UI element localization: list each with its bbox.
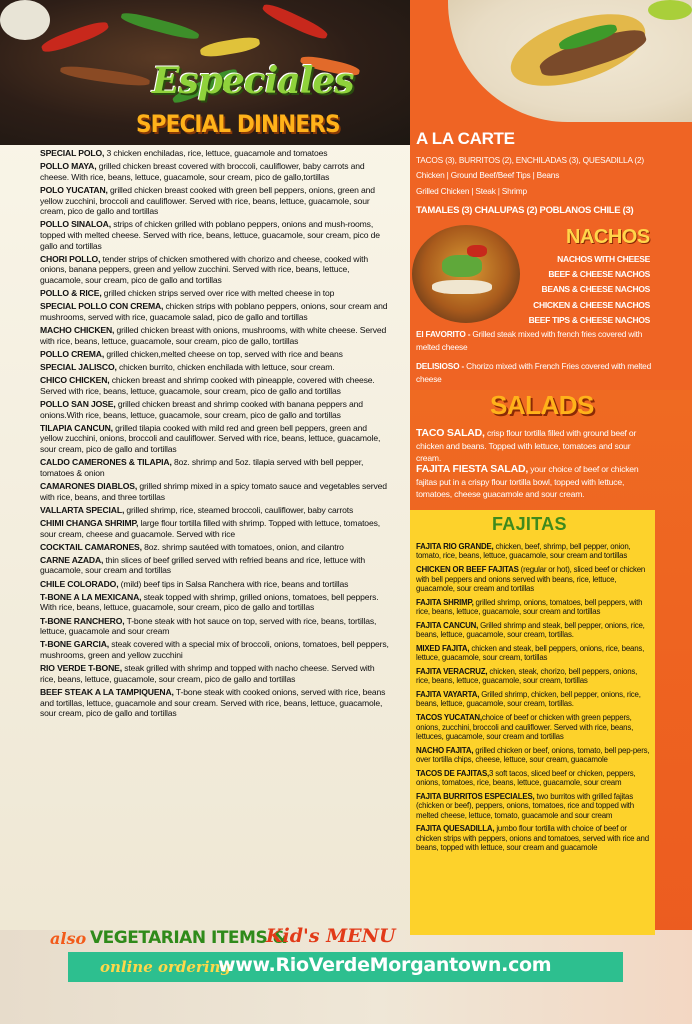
item-name: MACHO CHICKEN, [40, 325, 115, 336]
item-description: chicken burrito, chicken enchilada with lettuce, sour cream. [116, 362, 335, 373]
el-favorito-item [416, 328, 656, 353]
item-name: COCKTAIL CAMARONES, [40, 541, 142, 552]
menu-item [416, 667, 650, 686]
menu-item [40, 301, 392, 322]
item-name: TACOS YUCATAN, [416, 713, 482, 723]
salads-heading: SALADS [490, 390, 594, 420]
item-name: TACO SALAD, [416, 427, 485, 439]
item-description: grilled shrimp, rice, steamed broccoli, cauliflower, baby carrots [124, 504, 354, 515]
item-name: POLLO CREMA, [40, 348, 105, 359]
item-name: CAMARONES DIABLOS, [40, 480, 138, 491]
item-name: POLLO SAN JOSE, [40, 399, 116, 409]
item-description: crisp flour tortilla filled with ground beef or chicken and beans. Topped with lettuce, tomatoes and sour cream. [416, 428, 637, 464]
menu-item [40, 148, 392, 159]
menu-item [416, 792, 650, 820]
item-name: TACOS DE FAJITAS, [416, 768, 490, 778]
item-description: steak covered with a special mix of broccoli, onions, tomatoes, bell peppers, mushrooms, green and yellow zucchini [40, 639, 389, 660]
menu-item [416, 769, 650, 788]
special-dinners-title: SPECIAL DINNERS [136, 110, 340, 138]
item-description: chicken, steak, chorizo, bell peppers, onions, rice, beans, lettuce, guacamole, sour cream, tortillas [416, 666, 638, 686]
item-description: grilled shrimp, onions, tomatoes, bell peppers, with rice, beans, lettuce, guacamole, sour cream and tortillas [416, 597, 643, 617]
menu-item [40, 542, 392, 553]
fajitas-heading: FAJITAS [492, 514, 567, 534]
item-name: T-BONE A LA MEXICANA, [40, 591, 142, 602]
menu-item [40, 362, 392, 373]
item-name: El FAVORITO - [416, 329, 471, 339]
item-description: 3 chicken enchiladas, rice, lettuce, guacamole and tomatoes [104, 148, 328, 158]
item-description: grilled chicken or beef, onions, tomato, bell pep-pers, over tortilla chips, cheese, lettuce, sour cream, guacamole [416, 745, 650, 765]
nachos-item: BEEF TIPS & CHEESE NACHOS [528, 314, 650, 325]
item-name: CHORI POLLO, [40, 253, 101, 264]
menu-item [40, 325, 392, 346]
menu-item [40, 616, 392, 637]
a-la-carte-line: TAMALES (3) CHALUPAS (2) POBLANOS CHILE (3) [416, 205, 634, 216]
item-description: choice of beef or chicken with green peppers, onions, zucchini, broccoli and cauliflower. Served with rice, beans, lettuces, guacamole, sour cream and tortillas [416, 713, 634, 742]
a-la-carte-line: TACOS (3), BURRITOS (2), ENCHILADAS (3), QUESADILLA (2) [416, 155, 644, 165]
nachos-item: NACHOS WITH CHEESE [557, 254, 650, 264]
item-name: POLLO & RICE, [40, 288, 102, 299]
taco-salad-item [416, 427, 654, 465]
menu-item [416, 713, 650, 741]
item-description: chicken and steak, bell peppers, onions, rice, beans, lettuce, guacamole, sour cream, tortillas [416, 643, 645, 663]
item-name: POLLO SINALOA, [40, 219, 111, 230]
item-name: CHILE COLORADO, [40, 578, 119, 589]
item-description: 3 soft tacos, sliced beef or chicken, peppers, onions, tomatoes, rice, beans, lettuce, guacamole, sour cream [416, 768, 636, 788]
menu-item [40, 481, 392, 502]
item-description: Grilled shrimp, chicken, bell pepper, onions, rice, beans, lettuce, guacamole, sour cream, tortillas. [416, 690, 641, 709]
item-description: thin slices of beef grilled served with refried beans and rice, lettuce with guacamole, sour cream and tortillas [40, 554, 365, 576]
item-description: Grilled steak mixed with french fries covered with melted cheese [416, 329, 643, 352]
menu-item [416, 565, 650, 593]
item-name: DELISIOSO - [416, 361, 465, 371]
nachos-item: BEANS & CHEESE NACHOS [541, 284, 650, 295]
menu-item [40, 288, 392, 299]
menu-item [416, 824, 650, 852]
nachos-list [520, 252, 650, 328]
menu-item [416, 690, 650, 709]
kids-menu-label: Kid's MENU [266, 925, 396, 947]
item-name: SPECIAL POLO, [40, 148, 105, 158]
item-name: SPECIAL POLLO CON CREMA, [40, 301, 164, 312]
item-name: FAJITA BURRITOS ESPECIALES, [416, 791, 535, 801]
item-name: TILAPIA CANCUN, [40, 422, 113, 433]
item-description: (regular or hot), sliced beef or chicken with bell peppers and onions served with beans, rice, lettuce, guacamole, sour cream and tortillas [416, 565, 646, 593]
item-description: grilled shrimp mixed in a spicy tomato sauce and vegetables served with rice, beans, and three tortillas [40, 480, 387, 502]
item-description: grilled tilapia cooked with mild red and green bell peppers, green and yellow zucchini, onions, broccoli and cauliflower. Served with rice, beans, lettuce, guacamole, sour cream, pico de gallo and tortillas [40, 422, 381, 454]
item-name: FAJITA FIESTA SALAD, [416, 463, 529, 475]
menu-item [40, 555, 392, 576]
menu-item [40, 505, 392, 516]
item-name: RIO VERDE T-BONE, [40, 663, 122, 674]
nachos-item: CHICKEN & CHEESE NACHOS [533, 299, 650, 310]
item-description: strips of chicken grilled with poblano peppers, onions and mush-rooms, topped with melted cheese. Served with rice, beans, lettuce, guacamole, sour cream, pico de gallo and tortillas [40, 219, 380, 251]
item-description: T-bone steak with cooked onions, served with rice, beans and tortillas, lettuce, guacamole and sour cream. Served with rice, beans, lettuce, guacamole, sour cream, pico de gallo and tortillas [40, 686, 386, 719]
menu-item [40, 518, 392, 539]
item-name: CHIMI CHANGA SHRIMP, [40, 517, 139, 528]
item-name: BEEF STEAK A LA TAMPIQUENA, [40, 686, 174, 697]
item-name: T-BONE GARCIA, [40, 639, 110, 650]
website-link[interactable]: www.RioVerdeMorgantown.com [218, 954, 552, 976]
menu-item [40, 349, 392, 360]
item-name: FAJITA VAYARTA, [416, 690, 480, 700]
item-name: VALLARTA SPECIAL, [40, 504, 125, 515]
menu-item [416, 644, 650, 663]
item-name: FAJITA SHRIMP, [416, 597, 474, 607]
menu-item [40, 219, 392, 251]
nachos-photo [412, 225, 520, 323]
fajita-fiesta-salad-item [416, 463, 654, 501]
online-ordering-label: online ordering [100, 958, 231, 976]
a-la-carte-line: Chicken | Ground Beef/Beef Tips | Beans [416, 170, 560, 180]
especiales-title: Especiales [152, 60, 354, 102]
item-description: Chorizo mixed with French Fries covered with melted cheese [416, 361, 652, 384]
item-name: CHICKEN OR BEEF FAJITAS [416, 565, 519, 575]
item-name: T-BONE RANCHERO, [40, 615, 125, 626]
a-la-carte-line: Grilled Chicken | Steak | Shrimp [416, 186, 527, 196]
delisioso-item [416, 360, 656, 385]
item-description: grilled chicken,melted cheese on top, served with rice and beans [104, 348, 343, 359]
item-description: grilled chicken breast with onions, mushrooms, with white cheese. Served with rice, beans, lettuce, guacamole, sour cream, pico de gallo, tortillas [40, 325, 387, 346]
item-name: CARNE AZADA, [40, 554, 104, 565]
item-description: tender strips of chicken smothered with chorizo and cheese, cooked with onions, banana peppers, green and yellow zucchini. Served with rice, beans, lettuce, guacamole, sour cream, pico de gallo and tortillas [40, 253, 368, 285]
item-name: POLLO MAYA, [40, 161, 97, 172]
menu-item [40, 457, 392, 478]
item-description: large flour tortilla filled with shrimp. Topped with lettuce, tomatoes, sour cream, cheese and guacamole. Served with rice [40, 517, 380, 539]
item-name: CALDO CAMERONES & TILAPIA, [40, 457, 172, 468]
item-description: 8oz. shrimp sautéed with tomatoes, onion, and cilantro [141, 541, 344, 552]
item-name: SPECIAL JALISCO, [40, 362, 117, 373]
item-description: chicken strips with poblano peppers, onions, sour cream and mushrooms, served with rice, guacamole salad, pico de gallo and tortillas [40, 301, 388, 322]
item-description: your choice of beef or chicken fajitas put in a crispy flour tortilla bowl, topped with lettuce, tomatoes, cheese guacamole and sour cream. [416, 464, 639, 500]
menu-item [40, 592, 392, 613]
menu-item [416, 542, 650, 561]
menu-item [40, 399, 392, 420]
menu-item [40, 161, 392, 182]
item-description: T-bone steak with hot sauce on top, served with rice, beans, tortillas, lettuce, guacamole and sour cream [40, 615, 377, 637]
menu-item [40, 375, 392, 396]
item-description: jumbo flour tortilla with choice of beef or chicken strips with peppers, onions and tomatoes, served with rice and beans, topped with lettuce, sour cream and guacamole [416, 824, 649, 853]
item-description: grilled chicken breast and shrimp cooked with banana peppers and onions.With rice, beans, lettuce, guacamole, sour cream, pico de gallo and tortillas [40, 399, 363, 420]
menu-item [40, 423, 392, 455]
item-description: grilled chicken strips served over rice with melted cheese in top [101, 288, 335, 299]
item-name: CHICO CHICKEN, [40, 375, 110, 386]
menu-item [416, 621, 650, 640]
item-name: FAJITA VERACRUZ, [416, 666, 488, 676]
nachos-item: BEEF & CHEESE NACHOS [548, 269, 650, 280]
item-name: NACHO FAJITA, [416, 745, 474, 755]
item-name: FAJITA RIO GRANDE, [416, 542, 494, 551]
item-description: chicken, beef, shrimp, bell pepper, onion, tomato, rice, beans, lettuce, guacamole, sour cream and tortillas [416, 542, 631, 561]
item-description: steak topped with shrimp, grilled onions, tomatoes, bell peppers. With rice, beans, lettuce, guacamole, sour cream, pico de gallo and tortillas [40, 591, 379, 613]
item-description: steak grilled with shrimp and topped with nacho cheese. Served with rice, beans, lettuce, guacamole, sour cream, pico de gallo and tortillas [40, 663, 375, 684]
fajitas-list [416, 542, 650, 857]
item-description: grilled chicken breast cooked with green bell peppers, onions, green and yellow zucchini, broccoli and cauliflower. Served with rice, beans, lettuce, guacamole, sour cream, pico de gallo and tortillas [40, 184, 375, 217]
item-description: chicken breast and shrimp cooked with pineapple, covered with cheese. Served with rice, beans, lettuce, guacamole, sour cream, pico de gallo and tortillas [40, 375, 375, 396]
menu-item [40, 185, 392, 217]
item-description: Grilled shrimp and steak, bell pepper, onions, rice, beans, lettuce, guacamole, sour cream, tortillas. [416, 620, 645, 640]
item-name: FAJITA QUESADILLA, [416, 824, 495, 834]
item-description: two burritos with grilled fajitas (chicken or beef), peppers, onions, tomatoes, rice and topped with melted cheese, lettuce, tomato, guacamole and sour cream [416, 791, 634, 820]
also-label: also [50, 929, 87, 948]
item-name: MIXED FAJITA, [416, 643, 470, 653]
vegetarian-items-label: VEGETARIAN ITEMS & [90, 928, 287, 948]
item-description: grilled chicken breast covered with broccoli, cauliflower, baby carrots and cheese. With rice, beans, lettuce, guacamole, sour cream, pico de gallo,tortillas [40, 161, 365, 182]
nachos-heading: NACHOS [566, 226, 650, 248]
menu-item [416, 598, 650, 617]
special-dinners-list [40, 148, 392, 721]
menu-item [416, 746, 650, 765]
menu-item [40, 687, 392, 719]
a-la-carte-heading: A LA CARTE [416, 129, 515, 148]
item-description: 8oz. shrimp and 5oz. tilapia served with bell pepper, tomatoes & onion [40, 457, 364, 478]
menu-item [40, 579, 392, 590]
menu-item [40, 639, 392, 660]
menu-item [40, 254, 392, 286]
item-description: (mild) beef tips in Salsa Ranchera with rice, beans and tortillas [118, 578, 349, 589]
item-name: POLO YUCATAN, [40, 184, 108, 195]
item-name: FAJITA CANCUN, [416, 620, 479, 630]
menu-item [40, 663, 392, 684]
